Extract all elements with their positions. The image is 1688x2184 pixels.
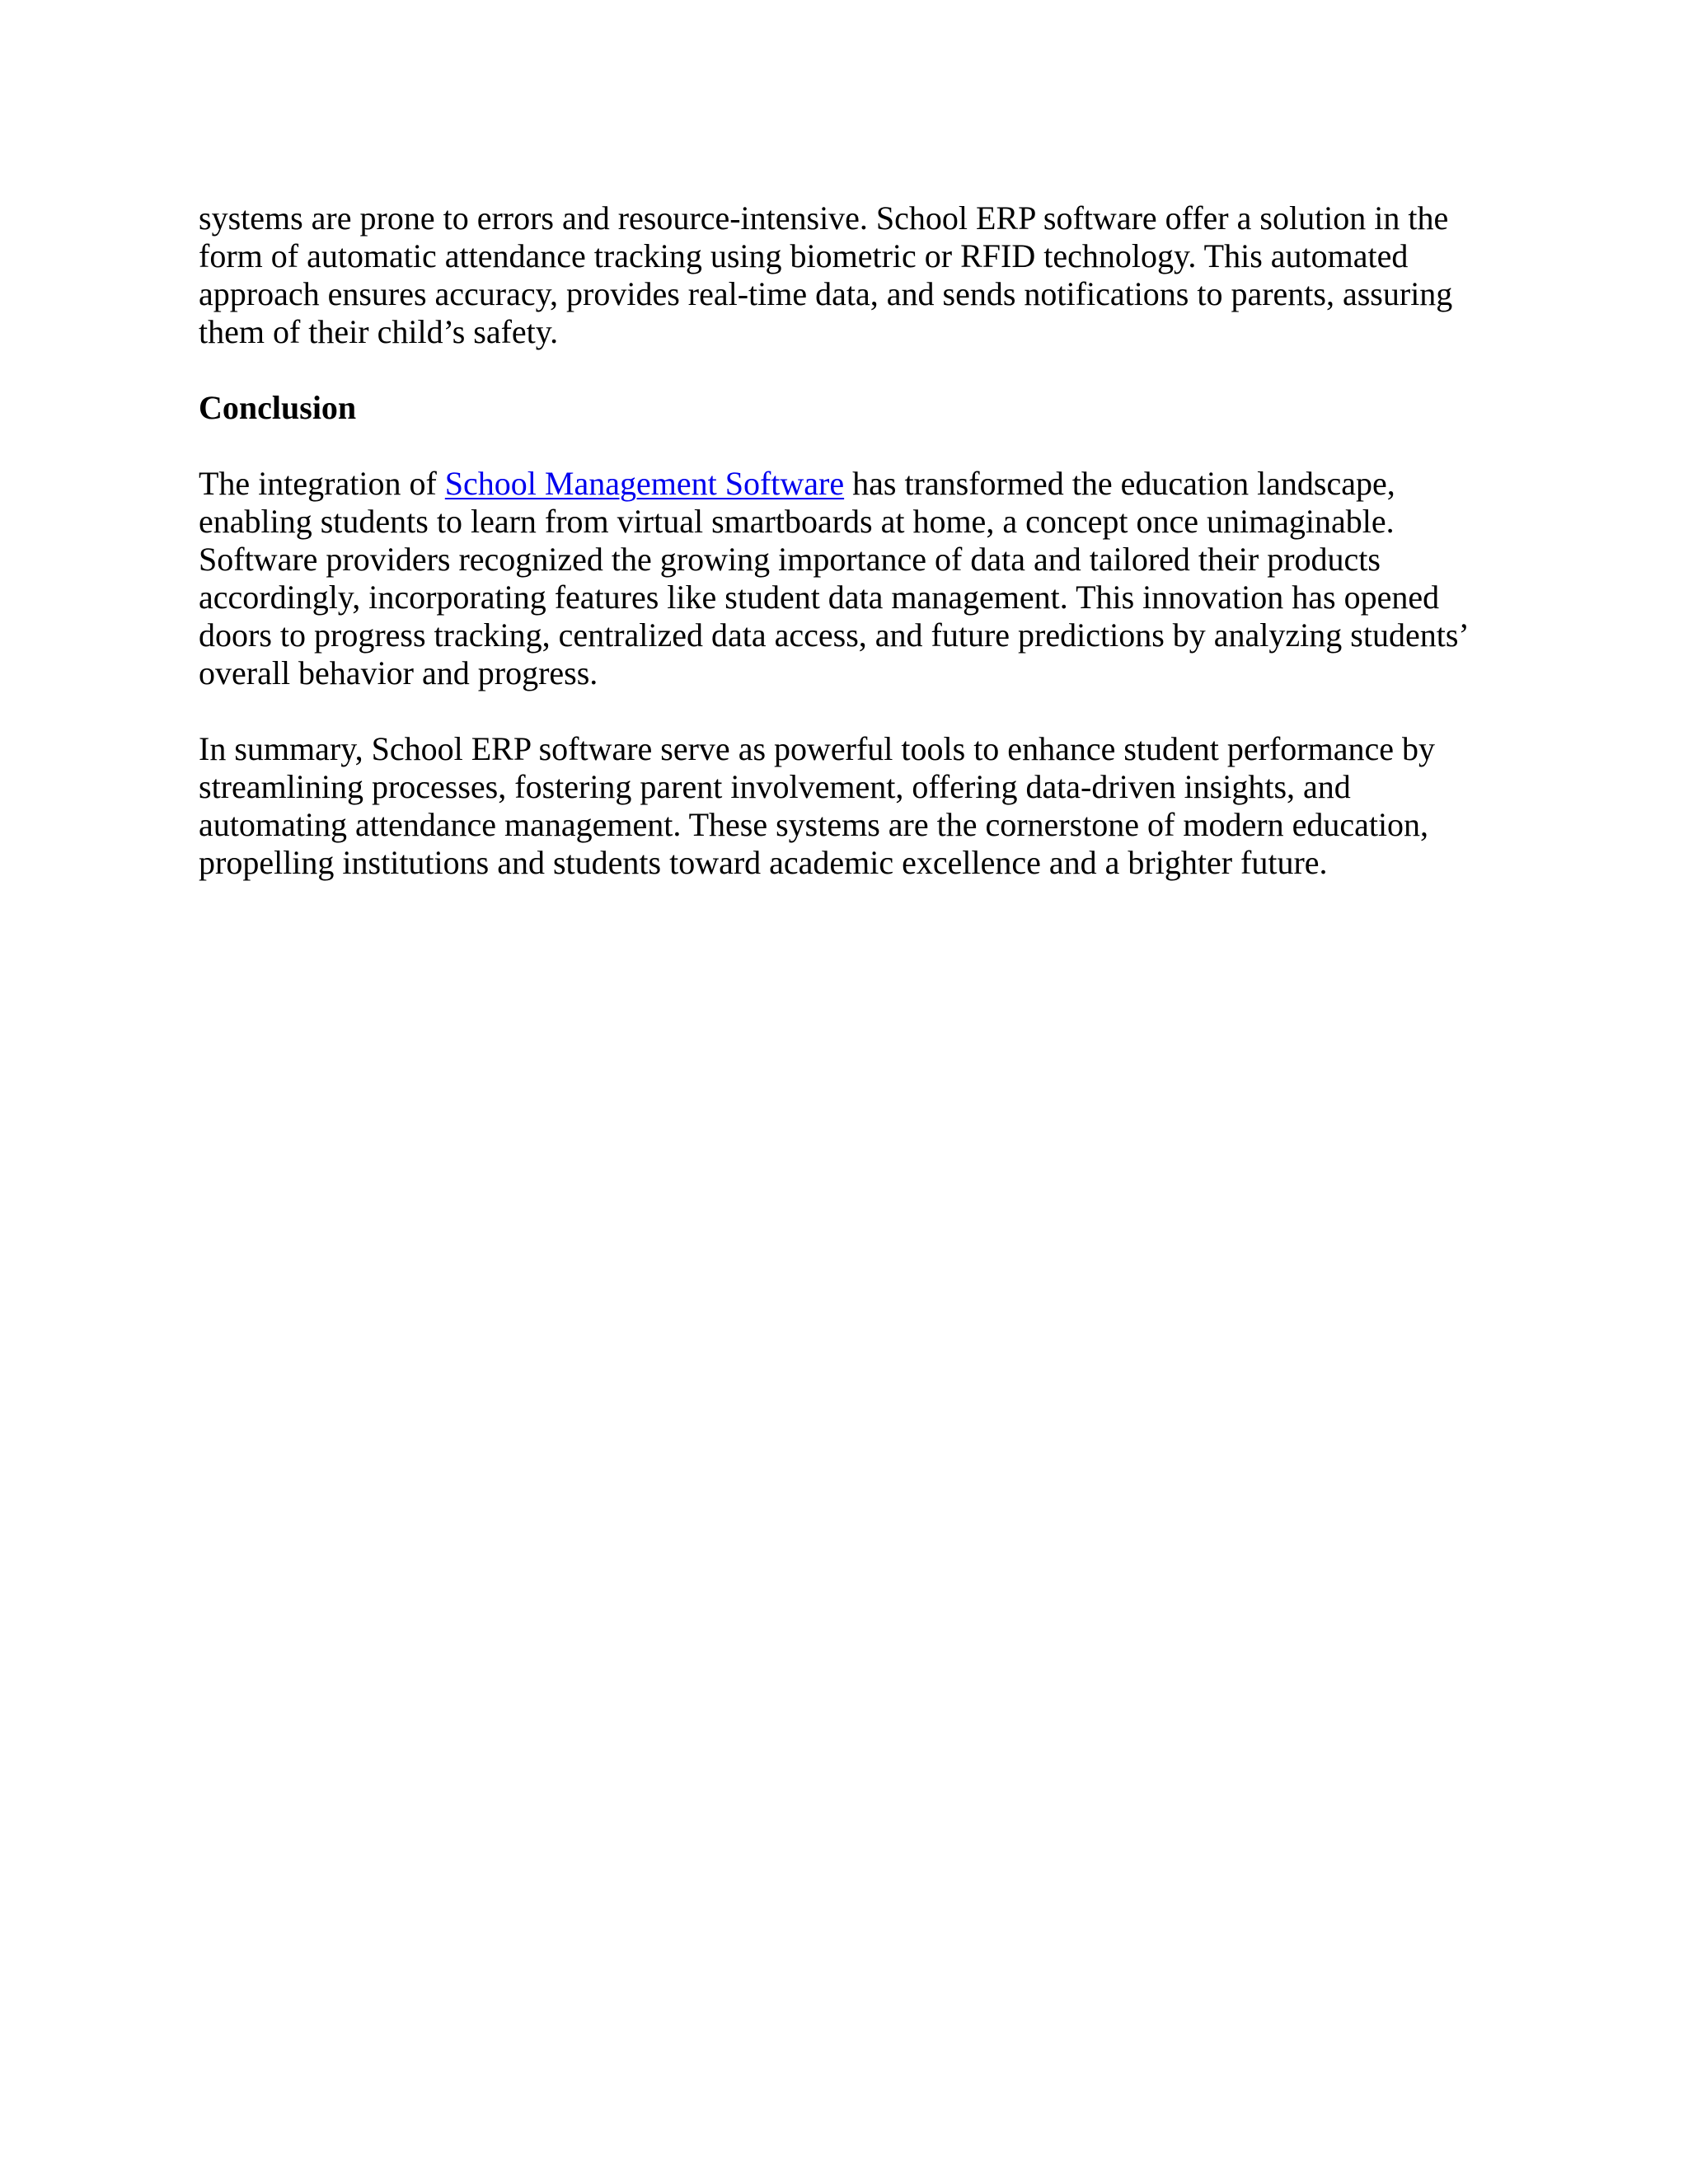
section-heading-conclusion [199, 389, 1501, 427]
paragraph-line: approach ensures accuracy, provides real-time data, and sends notifications to parents, assuring [199, 275, 1453, 312]
paragraph-summary [199, 730, 1501, 882]
paragraph-line: doors to progress tracking, centralized data access, and future predictions by analyzing students’ [199, 616, 1470, 654]
text-after-link: has transformed the education landscape, [844, 465, 1395, 502]
school-management-software-link[interactable]: School Management Software [444, 465, 845, 502]
paragraph-line: systems are prone to errors and resource-intensive. School ERP software offer a solution in the [199, 199, 1449, 237]
paragraph-line: propelling institutions and students toward academic excellence and a brighter future. [199, 844, 1328, 881]
paragraph-line: form of automatic attendance tracking using biometric or RFID technology. This automated [199, 237, 1409, 274]
paragraph-line: streamlining processes, fostering parent involvement, offering data-driven insights, and [199, 768, 1351, 805]
text-before-link: The integration of [199, 465, 445, 502]
paragraph-line: automating attendance management. These systems are the cornerstone of modern education, [199, 806, 1429, 843]
heading-text: Conclusion [199, 389, 357, 426]
paragraph-line [199, 465, 1501, 503]
paragraph-line: them of their child’s safety. [199, 313, 559, 350]
paragraph-spacer [199, 427, 1501, 465]
paragraph-spacer [199, 692, 1501, 730]
paragraph-attendance [199, 199, 1501, 351]
paragraph-line: Software providers recognized the growing importance of data and tailored their products [199, 541, 1381, 578]
paragraph-line: overall behavior and progress. [199, 654, 598, 691]
paragraph-integration [199, 465, 1501, 692]
paragraph-spacer [199, 351, 1501, 389]
paragraph-line: accordingly, incorporating features like student data management. This innovation has opened [199, 579, 1440, 616]
document-body [199, 199, 1501, 882]
paragraph-line: In summary, School ERP software serve as powerful tools to enhance student performance by [199, 730, 1435, 767]
paragraph-line: enabling students to learn from virtual smartboards at home, a concept once unimaginable. [199, 503, 1395, 540]
